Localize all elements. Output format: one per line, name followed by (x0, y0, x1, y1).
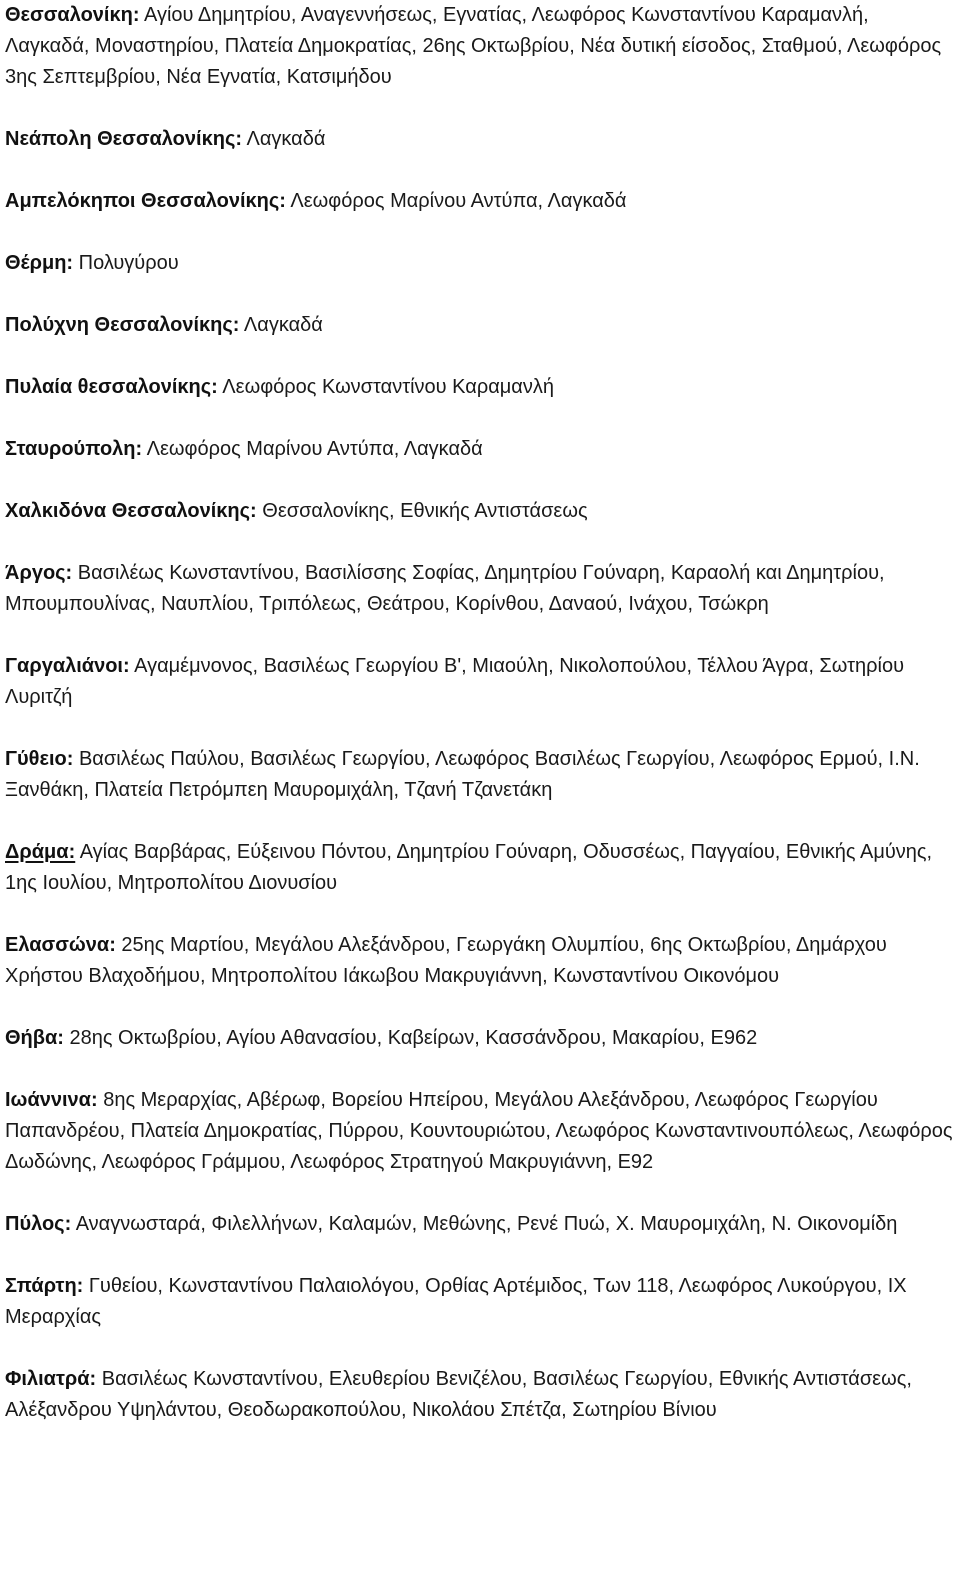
street-list: Αγίου Δημητρίου, Αναγεννήσεως, Εγνατίας, Λεωφόρος Κωνσταντίνου Καραμανλή, Λαγκαδά, Μοναστηρίου, Πλατεία Δημοκρατίας, 26ης Οκτωβρίου, Νέα δυτική είσοδος, Σταθμού, Λεωφόρος 3ης Σεπτεμβρίου, Νέα Εγνατία, Κατσιμήδου (5, 4, 942, 88)
entry-drama (5, 837, 954, 899)
street-list: 8ης Μεραρχίας, Αβέρωφ, Βορείου Ηπείρου, Μεγάλου Αλεξάνδρου, Λεωφόρος Γεωργίου Παπανδρέου, Πλατεία Δημοκρατίας, Πύρρου, Κουντουριώτου, Λεωφόρος Κωνσταντινουπόλεως, Λεωφόρος Δωδώνης, Λεωφόρος Γράμμου, Λεωφόρος Στρατηγού Μακρυγιάννη, Ε92 (5, 1089, 953, 1173)
entry-chalkidona-thessalonikis (5, 496, 954, 527)
street-list: Βασιλέως Παύλου, Βασιλέως Γεωργίου, Λεωφόρος Βασιλέως Γεωργίου, Λεωφόρος Ερμού, Ι.Ν. Ξανθάκη, Πλατεία Πετρόμπεη Μαυρομιχάλη, Τζανή Τζανετάκη (5, 748, 920, 801)
street-list: 28ης Οκτωβρίου, Αγίου Αθανασίου, Καβείρων, Κασσάνδρου, Μακαρίου, Ε962 (63, 1027, 758, 1049)
entry-filiatra (5, 1364, 954, 1426)
street-list: Θεσσαλονίκης, Εθνικής Αντιστάσεως (256, 500, 588, 522)
street-list: Λαγκαδά (242, 128, 326, 150)
place-label: Φιλιατρά: (5, 1368, 97, 1390)
entry-pylos (5, 1209, 954, 1240)
entry-thermi (5, 248, 954, 279)
place-label: Δράμα: (5, 841, 76, 863)
place-label: Σταυρούπολη: (5, 438, 143, 460)
street-list: 25ης Μαρτίου, Μεγάλου Αλεξάνδρου, Γεωργάκη Ολυμπίου, 6ης Οκτωβρίου, Δημάρχου Χρήστου Βλαχοδήμου, Μητροπολίτου Ιάκωβου Μακρυγιάννη, Κωνσταντίνου Οικονόμου (5, 934, 887, 987)
entry-thiva (5, 1023, 954, 1054)
street-list: Λεωφόρος Κωνσταντίνου Καραμανλή (217, 376, 554, 398)
entry-pylaia-thessalonikis (5, 372, 954, 403)
place-label: Γύθειο: (5, 748, 74, 770)
entry-ampelokipoi-thessalonikis (5, 186, 954, 217)
street-list: Αγίας Βαρβάρας, Εύξεινου Πόντου, Δημητρίου Γούναρη, Οδυσσέως, Παγγαίου, Εθνικής Αμύνης, 1ης Ιουλίου, Μητροπολίτου Διονυσίου (5, 841, 933, 894)
street-list: Αναγνωσταρά, Φιλελλήνων, Καλαμών, Μεθώνης, Ρενέ Πυώ, Χ. Μαυρομιχάλη, Ν. Οικονομίδη (71, 1213, 898, 1235)
street-list: Βασιλέως Κωνσταντίνου, Ελευθερίου Βενιζέλου, Βασιλέως Γεωργίου, Εθνικής Αντιστάσεως, Αλέξανδρου Υψηλάντου, Θεοδωρακοπούλου, Νικολάου Σπέτζα, Σωτηρίου Βίνιου (5, 1368, 912, 1421)
place-label: Χαλκιδόνα Θεσσαλονίκης: (5, 500, 257, 522)
entry-neapoli-thessalonikis (5, 124, 954, 155)
place-label: Ελασσώνα: (5, 934, 116, 956)
street-list: Αγαμέμνονος, Βασιλέως Γεωργίου Β', Μιαούλη, Νικολοπούλου, Τέλλου Άγρα, Σωτηρίου Λυριτζή (5, 655, 905, 708)
entry-sparti (5, 1271, 954, 1333)
place-label: Γαργαλιάνοι: (5, 655, 130, 677)
place-label: Ιωάννινα: (5, 1089, 98, 1111)
entry-polichni-thessalonikis (5, 310, 954, 341)
place-label: Θήβα: (5, 1027, 64, 1049)
street-list: Λαγκαδά (239, 314, 323, 336)
street-list: Λεωφόρος Μαρίνου Αντύπα, Λαγκαδά (285, 190, 627, 212)
entry-gargalianoi (5, 651, 954, 713)
entry-elassona (5, 930, 954, 992)
street-list: Βασιλέως Κωνσταντίνου, Βασιλίσσης Σοφίας, Δημητρίου Γούναρη, Καραολή και Δημητρίου, Μπουμπουλίνας, Ναυπλίου, Τριπόλεως, Θεάτρου, Κορίνθου, Δαναού, Ινάχου, Τσώκρη (5, 562, 885, 615)
place-label: Πολύχνη Θεσσαλονίκης: (5, 314, 240, 336)
place-label: Θέρμη: (5, 252, 74, 274)
street-list: Πολυγύρου (73, 252, 179, 274)
entry-ioannina (5, 1085, 954, 1178)
place-label: Νεάπολη Θεσσαλονίκης: (5, 128, 243, 150)
place-label: Σπάρτη: (5, 1275, 84, 1297)
entry-gytheio (5, 744, 954, 806)
place-label: Θεσσαλονίκη: (5, 4, 140, 26)
entry-argos (5, 558, 954, 620)
street-list: Γυθείου, Κωνσταντίνου Παλαιολόγου, Ορθίας Αρτέμιδος, Των 118, Λεωφόρος Λυκούργου, ΙΧ Μεραρχίας (5, 1275, 907, 1328)
entry-stavroupoli (5, 434, 954, 465)
entry-thessaloniki (5, 0, 954, 93)
place-label: Αμπελόκηποι Θεσσαλονίκης: (5, 190, 286, 212)
place-label: Άργος: (5, 562, 73, 584)
place-label: Πυλαία θεσσαλονίκης: (5, 376, 218, 398)
place-label: Πύλος: (5, 1213, 72, 1235)
street-list: Λεωφόρος Μαρίνου Αντύπα, Λαγκαδά (142, 438, 483, 460)
